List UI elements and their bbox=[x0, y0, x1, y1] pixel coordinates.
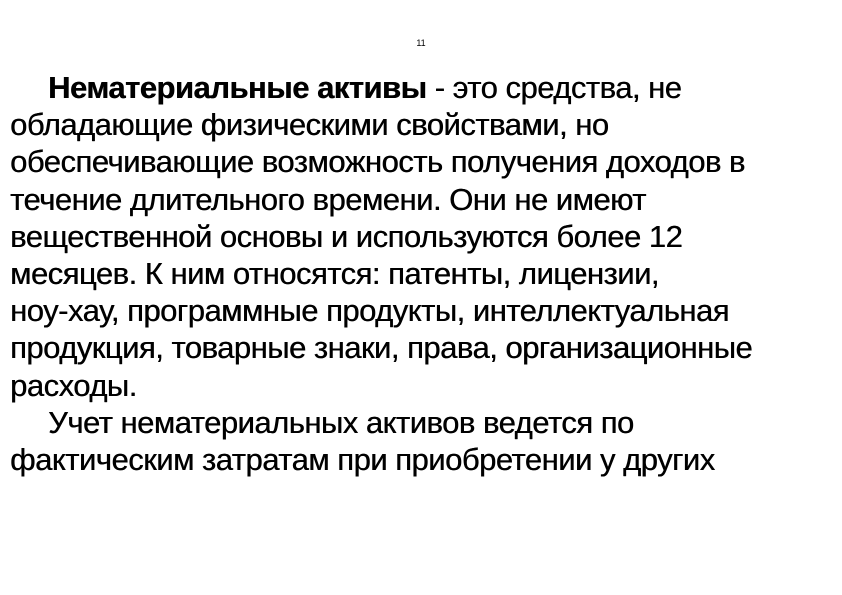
defined-term: Нематериальные активы bbox=[48, 70, 427, 105]
text-line-content: - это средства, не bbox=[426, 70, 682, 105]
text-line: обладающие физическими свойствами, но bbox=[10, 107, 609, 143]
text-line: фактическим затратам при приобретении у других bbox=[10, 441, 715, 477]
text-line: ноу-хау, программные продукты, интеллектуальная bbox=[10, 293, 729, 329]
text-line: Учет нематериальных активов ведется по bbox=[48, 404, 634, 440]
document-body bbox=[10, 69, 836, 478]
page-number: 11 bbox=[416, 38, 426, 48]
paragraph-definition bbox=[10, 69, 836, 404]
paragraph-accounting bbox=[10, 404, 836, 478]
text-line: месяцев. К ним относятся: патенты, лицензии, bbox=[10, 255, 659, 291]
text-line bbox=[10, 69, 836, 106]
text-line: продукция, товарные знаки, права, организационные bbox=[10, 330, 753, 366]
text-line: расходы. bbox=[10, 367, 137, 403]
text-line: течение длительного времени. Они не имеют bbox=[10, 181, 646, 217]
text-line: обеспечивающие возможность получения доходов в bbox=[10, 144, 745, 180]
text-line: вещественной основы и используются более 12 bbox=[10, 218, 683, 254]
